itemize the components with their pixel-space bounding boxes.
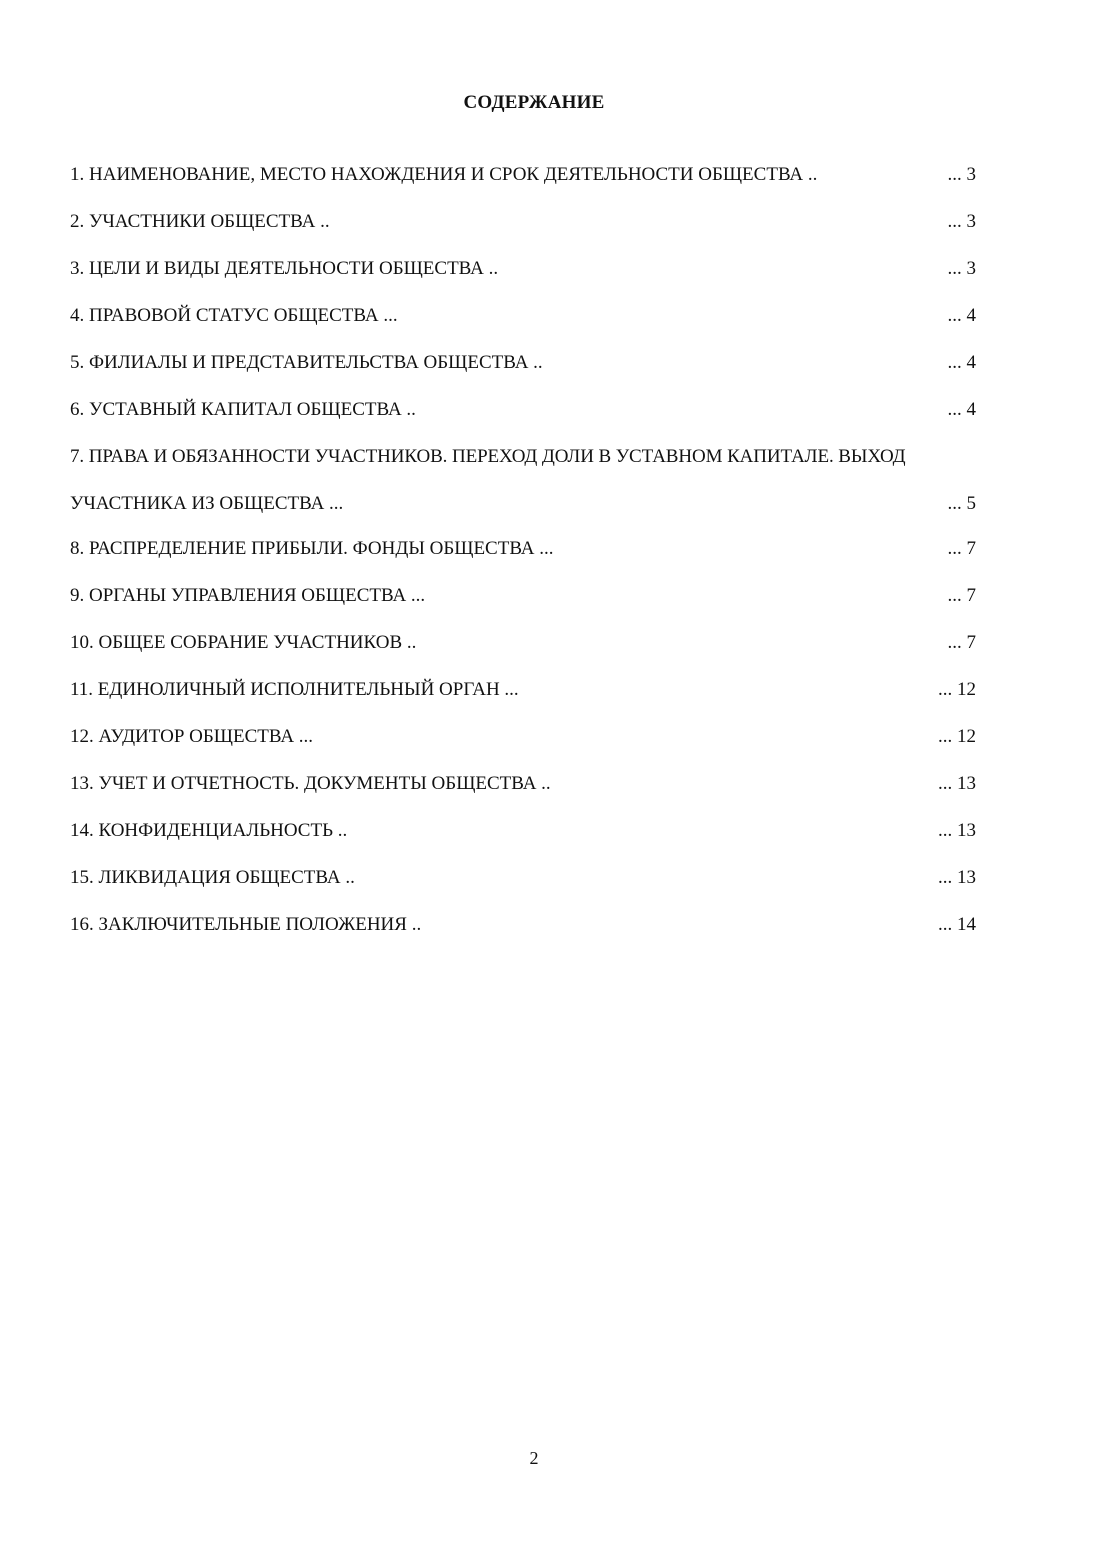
toc-entry	[70, 863, 1000, 910]
toc-entry	[70, 395, 1000, 442]
toc-entry	[70, 816, 1000, 863]
toc-entry	[70, 442, 1000, 489]
toc-entry	[70, 722, 1000, 769]
toc-entry-label: 2. УЧАСТНИКИ ОБЩЕСТВА ..	[70, 211, 330, 232]
toc-entry-continuation	[70, 489, 1000, 534]
toc-entry-page: ... 5	[947, 493, 976, 514]
toc-entry-label: УЧАСТНИКА ИЗ ОБЩЕСТВА ...	[70, 493, 344, 514]
toc-entry-label: 11. ЕДИНОЛИЧНЫЙ ИСПОЛНИТЕЛЬНЫЙ ОРГАН ...	[70, 679, 519, 700]
toc-entry-page: ... 4	[947, 305, 976, 326]
page-number: 2	[529, 1448, 539, 1468]
toc-entry	[70, 348, 1000, 395]
page-title: СОДЕРЖАНИЕ	[463, 92, 605, 113]
toc-entry-page: ... 12	[938, 679, 976, 700]
toc-entry-label: 13. УЧЕТ И ОТЧЕТНОСТЬ. ДОКУМЕНТЫ ОБЩЕСТВА ..	[70, 773, 551, 794]
toc-entry-page: ... 4	[947, 399, 976, 420]
toc-entry-label: 8. РАСПРЕДЕЛЕНИЕ ПРИБЫЛИ. ФОНДЫ ОБЩЕСТВА ...	[70, 538, 554, 559]
toc-entry-label: 6. УСТАВНЫЙ КАПИТАЛ ОБЩЕСТВА ..	[70, 399, 416, 420]
toc-entry-label: 14. КОНФИДЕНЦИАЛЬНОСТЬ ..	[70, 820, 348, 841]
toc-entry	[70, 534, 1000, 581]
toc-entry-page: ... 7	[947, 538, 976, 559]
toc-entry-label: 15. ЛИКВИДАЦИЯ ОБЩЕСТВА ..	[70, 867, 355, 888]
toc-entry	[70, 581, 1000, 628]
toc-entry-label: 5. ФИЛИАЛЫ И ПРЕДСТАВИТЕЛЬСТВА ОБЩЕСТВА ..	[70, 352, 543, 373]
toc-entry	[70, 769, 1000, 816]
toc-entry-page: ... 3	[947, 258, 976, 279]
table-of-contents	[70, 160, 1000, 957]
toc-entry-page: ... 13	[938, 820, 976, 841]
toc-entry-label: 16. ЗАКЛЮЧИТЕЛЬНЫЕ ПОЛОЖЕНИЯ ..	[70, 914, 422, 935]
toc-entry	[70, 207, 1000, 254]
toc-entry-label: 9. ОРГАНЫ УПРАВЛЕНИЯ ОБЩЕСТВА ...	[70, 585, 426, 606]
toc-entry-page: ... 7	[947, 585, 976, 606]
toc-entry-page: ... 14	[938, 914, 976, 935]
toc-entry-label: 12. АУДИТОР ОБЩЕСТВА ...	[70, 726, 314, 747]
toc-entry-page: ... 13	[938, 773, 976, 794]
toc-entry-page: ... 3	[947, 211, 976, 232]
toc-entry	[70, 675, 1000, 722]
toc-entry	[70, 254, 1000, 301]
toc-entry-label: 4. ПРАВОВОЙ СТАТУС ОБЩЕСТВА ...	[70, 305, 398, 326]
toc-entry-page: ... 13	[938, 867, 976, 888]
toc-entry-page: ... 7	[947, 632, 976, 653]
toc-entry-label: 3. ЦЕЛИ И ВИДЫ ДЕЯТЕЛЬНОСТИ ОБЩЕСТВА ..	[70, 258, 499, 279]
toc-entry-page: ... 12	[938, 726, 976, 747]
toc-entry-label: 10. ОБЩЕЕ СОБРАНИЕ УЧАСТНИКОВ ..	[70, 632, 417, 653]
toc-entry	[70, 910, 1000, 957]
toc-entry-label: 7. ПРАВА И ОБЯЗАННОСТИ УЧАСТНИКОВ. ПЕРЕХОД ДОЛИ В УСТАВНОМ КАПИТАЛЕ. ВЫХОД	[70, 446, 906, 467]
toc-entry-page: ... 4	[947, 352, 976, 373]
toc-entry-page: ... 3	[947, 164, 976, 185]
toc-entry	[70, 628, 1000, 675]
toc-entry	[70, 301, 1000, 348]
toc-entry	[70, 160, 1000, 207]
toc-entry-label: 1. НАИМЕНОВАНИЕ, МЕСТО НАХОЖДЕНИЯ И СРОК ДЕЯТЕЛЬНОСТИ ОБЩЕСТВА ..	[70, 164, 818, 185]
